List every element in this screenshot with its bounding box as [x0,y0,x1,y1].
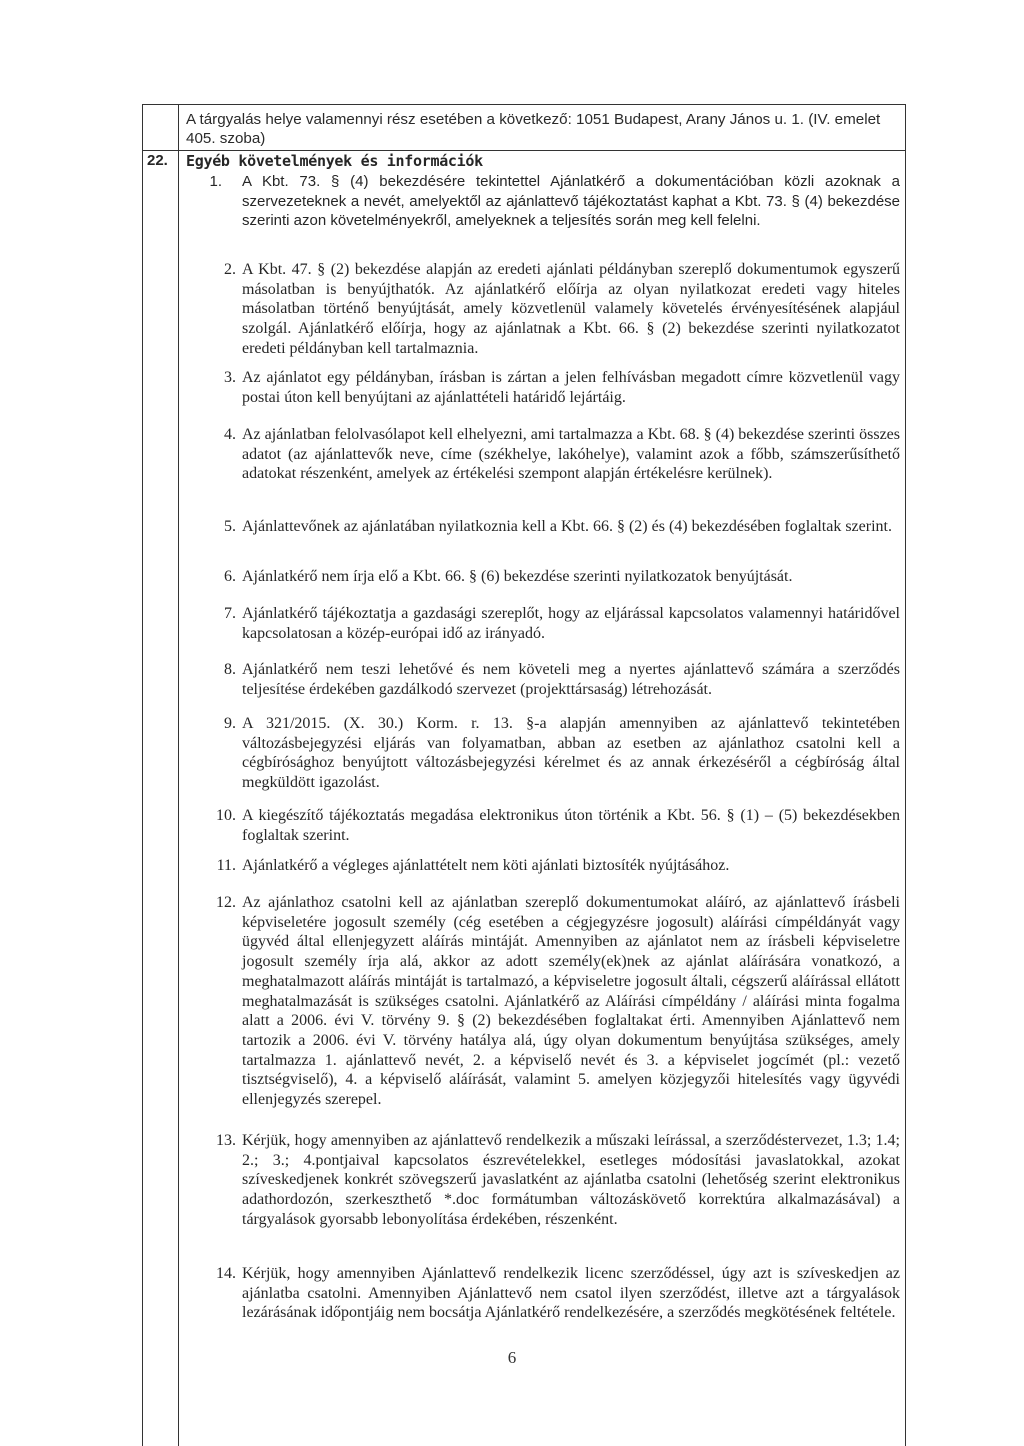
list-item [186,1131,900,1230]
list-item-number: 5. [224,518,236,535]
table-top-border [142,104,905,105]
list-item-number: 13. [216,1132,236,1149]
list-item [186,660,900,699]
list-item-text: Kérjük, hogy amennyiben Ajánlattevő rendelkezik licenc szerződéssel, úgy azt is szíveskedjen az ajánlatba csatolni. Amennyiben Ajánlattevő nem csatol ilyen szerződést, illetve azt a tárgyalások lezárásának időpontjáig nem bocsátja Ajánlatkérő rendelkezésére, a szerződés megkötésének feltétele. [242,1265,900,1322]
list-item [186,567,900,587]
list-item-number: 1. [209,173,222,190]
list-item-number: 12. [216,894,236,911]
list-item-text: A Kbt. 47. § (2) bekezdése alapján az eredeti ajánlati példányban szereplő dokumentumok egyszerű másolatban is benyújthatók. Az ajánlatkérő előírja az olyan nyilatkozat eredeti vagy hiteles másolatban történő benyújtását, amely közvetlenül valamely követelés érvényesítésének alapjául szolgál. Ajánlatkérő előírja, hogy az ajánlatnak a Kbt. 66. § (2) bekezdése szerinti nyilatkozatot eredeti példányban kell tartalmaznia. [242,261,900,357]
list-item-text: Az ajánlatban felolvasólapot kell elhelyezni, ami tartalmazza a Kbt. 68. § (4) bekezdése szerinti összes adatot (az ajánlattevők neve, címe (székhelye, lakóhelye), valamint azok a főbb, számszerűsíthető adatokat részenként, amelyek az értékelési szempont alapján értékelésre kerülnek). [242,426,900,483]
list-item [186,260,900,359]
list-item-number: 2. [224,261,236,278]
list-item [186,893,900,1110]
list-item [186,368,900,407]
list-item-number: 3. [224,369,236,386]
list-item-number: 11. [216,857,236,874]
list-item-number: 8. [224,661,236,678]
list-item-text: Ajánlattevőnek az ajánlatában nyilatkoznia kell a Kbt. 66. § (2) és (4) bekezdésében foglaltak szerint. [242,518,892,535]
list-item [186,172,900,231]
list-item-number: 6. [224,568,236,585]
venue-text: A tárgyalás helye valamennyi rész esetében a következő: 1051 Budapest, Arany János u. 1. (IV. emelet 405. szoba) [186,111,881,147]
list-item-number: 9. [224,715,236,732]
list-item-text: Ajánlatkérő nem teszi lehetővé és nem követeli meg a nyertes ajánlattevő számára a szerződés teljesítése érdekében gazdálkodó szervezet (projekttársaság) létrehozását. [242,661,900,698]
list-item [186,517,900,537]
list-item-number: 14. [216,1265,236,1282]
list-item [186,806,900,845]
section-title: Egyéb követelmények és információk [186,152,483,170]
list-item [186,604,900,643]
page-number: 6 [507,1348,517,1367]
list-item-text: Ajánlatkérő nem írja elő a Kbt. 66. § (6) bekezdése szerinti nyilatkozatok benyújtását. [242,568,793,585]
list-item-number: 7. [224,605,236,622]
list-item-text: A kiegészítő tájékoztatás megadása elektronikus úton történik a Kbt. 56. § (1) – (5) bekezdésekben foglaltak szerint. [242,807,900,844]
list-item-text: Az ajánlatot egy példányban, írásban is zártan a jelen felhívásban megadott címre közvetlenül vagy postai úton kell benyújtani az ajánlattételi határidő lejártáig. [242,369,900,406]
list-item-number: 10. [216,807,236,824]
list-item [186,425,900,484]
list-item-text: A Kbt. 73. § (4) bekezdésére tekintettel Ajánlatkérő a dokumentációban közli azoknak a szervezeteknek a nevét, amelyektől az ajánlattevő tájékoztatást kaphat a Kbt. 73. § (4) bekezdése szerinti azon követelményekről, amelyeknek a teljesítés során meg kell felelni. [242,173,900,230]
table-column-divider [178,104,179,1446]
list-item-text: A 321/2015. (X. 30.) Korm. r. 13. §-a alapján amennyiben az ajánlattevő tekintetében változásbejegyzési eljárás van folyamatban, abban az esetben az ajánlathoz csatolni kell a cégbírósághoz benyújtott változásbejegyzési kérelmet és az annak érkezéséről a cégbíróság által megküldött igazolást. [242,715,900,792]
list-item [186,856,900,876]
list-item [186,714,900,793]
list-item-text: Ajánlatkérő tájékoztatja a gazdasági szereplőt, hogy az eljárással kapcsolatos valamennyi határidővel kapcsolatosan a közép-európai idő az irányadó. [242,605,900,642]
table-row-divider [142,150,905,151]
list-item-text: Ajánlatkérő a végleges ajánlattételt nem köti ajánlati biztosíték nyújtásához. [242,857,730,874]
list-item [186,1264,900,1323]
list-item-text: Az ajánlathoz csatolni kell az ajánlatban szereplő dokumentumokat aláíró, az ajánlattevő írásbeli képviseletére jogosult személy (cég esetében a cégjegyzésre jogosult) aláírási címpéldányát vagy ügyvéd által ellenjegyzett aláírás mintáját. Amennyiben az ajánlatot nem az írásbeli képviseletre jogosult személy írja alá, akkor az adott személy(ek)nek az ajánlat aláírására vonatkozó, a meghatalmazott aláírás mintáját is tartalmazó, a képviseletre jogosult általi, cégszerű aláírással ellátott meghatalmazását is szükséges csatolni. Ajánlatkérő az Aláírási címpéldány / aláírási minta fogalma alatt a 2006. évi V. törvény 9. § (2) bekezdésében foglaltakat érti. Amennyiben Ajánlattevő nem tartozik a 2006. évi V. törvény hatálya alá, úgy olyan dokumentum benyújtása szükséges, amely tartalmazza 1. ajánlattevő nevét, 2. a képviselő nevét és 3. a képviselet jogcímét (pl.: vezető tisztségviselő), 4. a képviselő aláírását, valamint 5. amelyen közjegyzői hitelesítés vagy ügyvédi ellenjegyzés szerepel. [242,894,900,1109]
list-item-number: 4. [224,426,236,443]
list-item-text: Kérjük, hogy amennyiben az ajánlattevő rendelkezik a műszaki leírással, a szerződéstervezet, 1.3; 1.4; 2.; 3.; 4.pontjaival kapcsolatos észrevételekkel, esetleges módosítási javaslatokkal, azokat szíveskedjenek konkrét szövegszerű javaslatként az ajánlatba csatolni (lehetőség szerint elektronikus adathordozón, szerkeszthető *.doc formátumban változáskövető korrektúra alkalmazásával) a tárgyalások gyorsabb lebonyolítása érdekében, részenként. [242,1132,900,1228]
section-number: 22. [147,152,168,169]
